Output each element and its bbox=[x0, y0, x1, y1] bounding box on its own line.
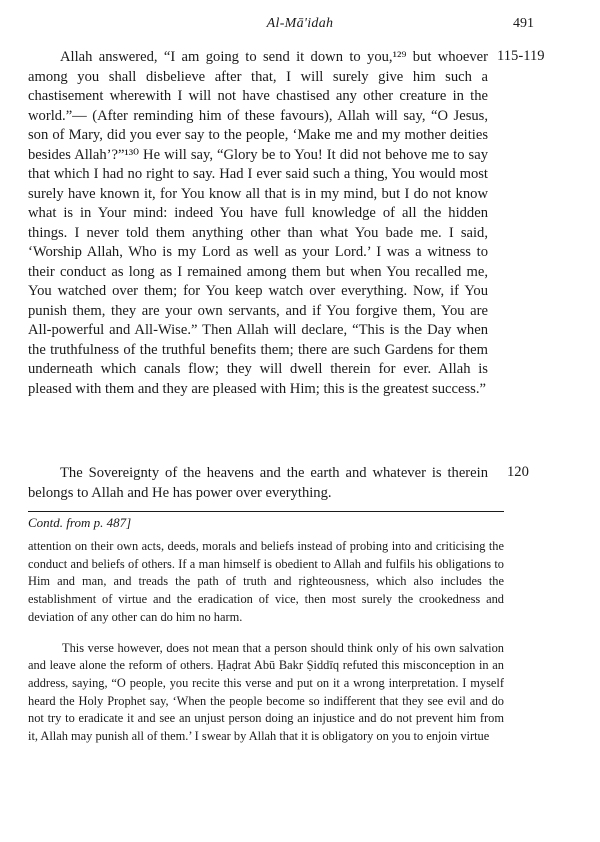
continued-label: Contd. from p. 487] bbox=[28, 515, 132, 530]
commentary-paragraph: This verse however, does not mean that a person should think only of his own salvation and leave alone the reform of others. Ḥaḍrat Abū Bakr Ṣiddīq refuted this misconception in an address, saying, “O people, you recite this verse and put on it a wrong interpretation. I myself heard the Holy Prophet say, ‘When the people become so indifferent that they see evil and do not try to eradicate it and see an unjust person doing an injustice and do not prevent him from it, Allah may punish all of them.’ I swear by Allah that it is obligatory on you to enjoin virtue bbox=[28, 640, 504, 744]
commentary-paragraph: attention on their own acts, deeds, morals and beliefs instead of probing into and criticising the conduct and beliefs of others. If a man himself is obedient to Allah and fulfils his obligations to Him and man, and treads the path of truth and righteousness, which also includes the establishment of virtue and the eradication of vice, then most surely the crookedness and deviation of any other can do him no harm. bbox=[28, 539, 504, 624]
commentary-section bbox=[28, 538, 504, 746]
verse-paragraph-115-119 bbox=[28, 48, 488, 399]
verse-text: The Sovereignty of the heavens and the earth and whatever is therein belongs to Allah and He has power over everything. bbox=[28, 465, 488, 501]
verse-reference-120: 120 bbox=[507, 464, 529, 480]
page-number: 491 bbox=[513, 16, 534, 31]
verse-reference-115-119: 115-119 bbox=[497, 48, 545, 64]
footnote-divider bbox=[28, 511, 504, 512]
verse-paragraph-120 bbox=[28, 464, 488, 503]
verse-text: Allah answered, “I am going to send it down to you,¹²⁹ but whoever among you shall disbelieve after that, I will surely give him such a chastisement wherewith I will not have chastised any other creature in the world.”— (After reminding him of these favours), Allah will say, “O Jesus, son of Mary, did you ever say to the people, ‘Make me and my mother deities besides Allah’?”¹³⁰ He will say, “Glory be to You! It did not behove me to say that which I had no right to say. Had I ever said such a thing, You would most surely have known it, for You know all that is in my mind, but I do not know what is in Your mind: indeed You have full knowledge of all the hidden things. I never told them anything other than what You bade me. I said, ‘Worship Allah, Who is my Lord as well as your Lord.’ I was a witness to their conduct as long as I remained among them but when You recalled me, You watched over them; for You keep watch over everything. Now, if You punish them, they are your own servants, and if You forgive them, You are All-powerful and All-Wise.” Then Allah will declare, “This is the Day when the truthfulness of the truthful benefits them; there are such Gardens for them underneath which canals flow; they will dwell therein for ever. Allah is pleased with them and they are pleased with Him; this is the greatest success.” bbox=[28, 49, 488, 397]
running-header-title: Al-Mā'idah bbox=[266, 16, 334, 31]
